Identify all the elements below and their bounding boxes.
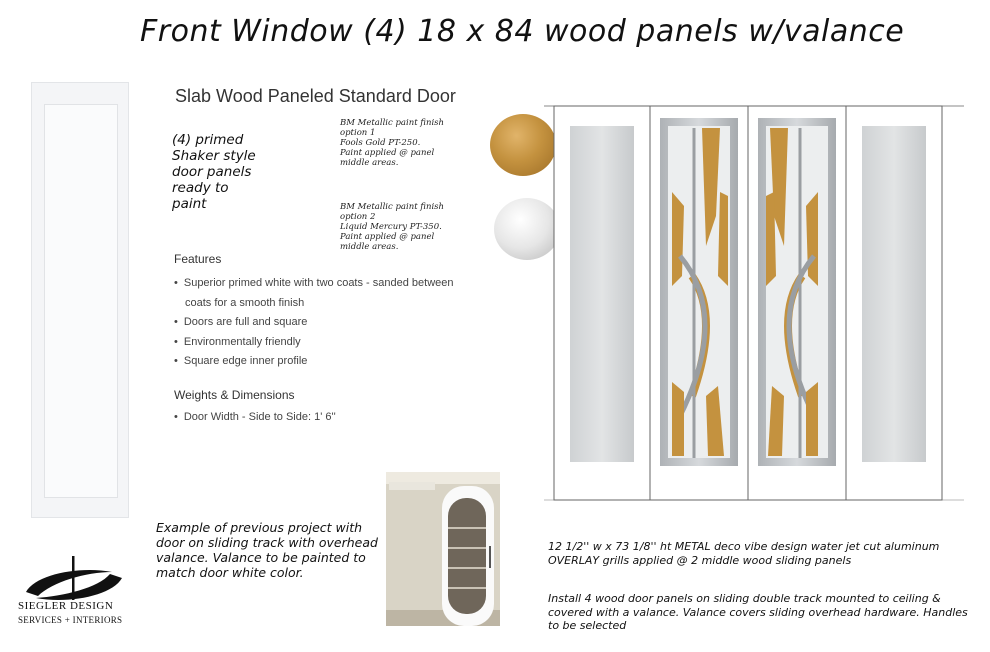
- shaker-door-photo: [31, 82, 129, 518]
- feature-item: coats for a smooth finish: [185, 296, 305, 309]
- features-heading: Features: [174, 252, 222, 266]
- sliding-panels-drawing: [544, 96, 964, 510]
- previous-project-photo: [386, 472, 500, 626]
- option-line: middle areas.: [340, 242, 399, 252]
- option-line: option 2: [340, 212, 376, 222]
- weights-heading: Weights & Dimensions: [174, 388, 295, 402]
- option-line: Liquid Mercury PT-350.: [340, 222, 442, 232]
- install-note: Install 4 wood door panels on sliding double track mounted to ceiling & covered with a valance. Valance covers sliding overhead hardware. Handles to be selected: [548, 592, 968, 632]
- option-line: Paint applied @ panel: [340, 232, 435, 242]
- logo-name: SIEGLER DESIGN: [18, 600, 114, 612]
- feature-item: • Superior primed white with two coats - sanded between: [174, 274, 474, 294]
- option-line: Paint applied @ panel: [340, 148, 435, 158]
- option-line: BM Metallic paint finish: [340, 118, 445, 128]
- option-line: BM Metallic paint finish: [340, 202, 445, 212]
- feature-item: • Environmentally friendly: [174, 333, 474, 353]
- feature-item: • Doors are full and square: [174, 313, 474, 333]
- frosted-glass-right: [862, 126, 926, 462]
- primed-panels-note: (4) primed Shaker style door panels ready to paint: [172, 132, 256, 212]
- feature-item: • Square edge inner profile: [174, 352, 474, 372]
- option-line: Fools Gold PT-250.: [340, 138, 421, 148]
- product-title: Slab Wood Paneled Standard Door: [175, 86, 456, 106]
- grill-spec-note: 12 1/2'' w x 73 1/8'' ht METAL deco vibe design water jet cut aluminum OVERLAY grills applied @ 2 middle wood sliding panels: [548, 540, 940, 567]
- features-list: [174, 274, 474, 372]
- weight-item: • Door Width - Side to Side: 1' 6'': [174, 408, 474, 428]
- option-line: option 1: [340, 128, 376, 138]
- weights-list: [174, 408, 474, 428]
- frosted-glass-left: [570, 126, 634, 462]
- option-line: middle areas.: [340, 158, 399, 168]
- page-title: Front Window (4) 18 x 84 wood panels w/valance: [140, 14, 905, 49]
- paint-option-1: [340, 118, 510, 168]
- logo-subtitle: SERVICES + INTERIORS: [18, 615, 123, 625]
- paint-option-2: [340, 202, 510, 252]
- previous-project-note: Example of previous project with door on sliding track with overhead valance. Valance to be painted to match door white color.: [156, 520, 378, 580]
